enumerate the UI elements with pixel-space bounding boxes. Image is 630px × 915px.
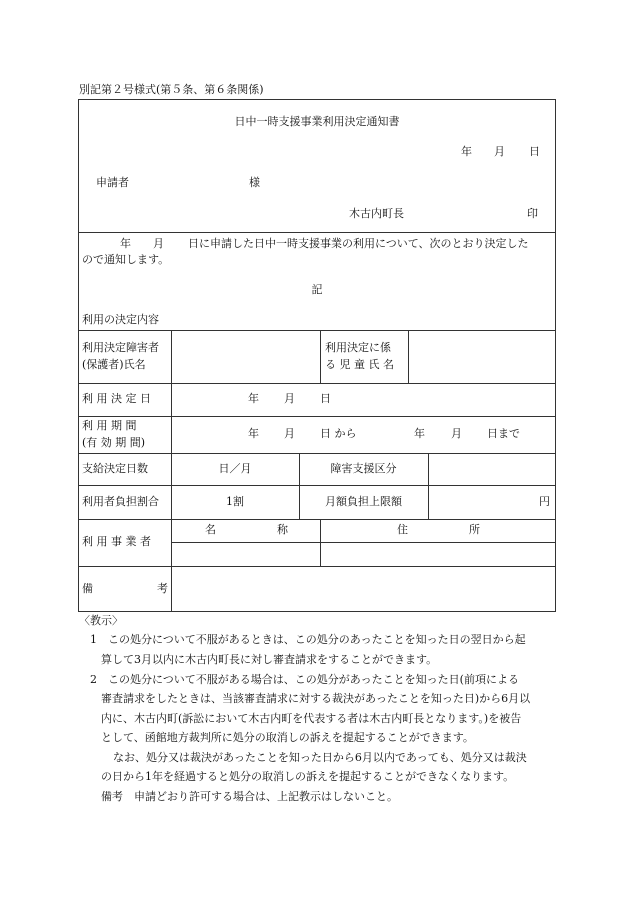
- date-year: 年: [461, 145, 472, 158]
- child-label-line2: る 児 童 氏 名: [325, 357, 394, 371]
- divider-header: [78, 232, 556, 233]
- row-line-2: [78, 416, 556, 417]
- provider-name-header-a: 名: [205, 523, 216, 537]
- decision-year: 年: [248, 392, 259, 406]
- notes-heading: 〈教示〉: [79, 614, 123, 627]
- provider-label: 利 用 事 業 者: [82, 535, 151, 549]
- remarks-note: 備考 申請どおり許可する場合は、上記教示はしないこと。: [101, 790, 398, 803]
- document-title: 日中一時支援事業利用決定通知書: [234, 115, 400, 128]
- note-2-line2: 審査請求をしたときは、当該審査請求に対する裁決があったことを知った日)から6月以: [101, 692, 531, 705]
- period-end-day: 日まで: [487, 427, 520, 441]
- date-day: 日: [529, 145, 540, 158]
- period-end-year: 年: [414, 427, 425, 441]
- supply-days-label: 支給決定日数: [82, 461, 148, 475]
- intro-text-line2: ので通知します。: [82, 253, 170, 266]
- mid-line-right: [428, 453, 429, 519]
- period-label: [82, 416, 145, 453]
- note-1-line2: 算して3月以内に木古内町長に対し審査請求をすることができます。: [101, 653, 438, 666]
- intro-year: 年: [120, 237, 131, 250]
- note-3-line1: なお、処分又は裁決があったことを知った日から6月以内であっても、処分又は裁決: [113, 751, 527, 764]
- provider-split-line: [320, 519, 321, 566]
- yen-unit: 円: [539, 494, 550, 508]
- burden-ratio-value: 1割: [226, 494, 244, 508]
- period-start-day: 日 から: [320, 427, 357, 441]
- child-label-line-left: [320, 330, 321, 383]
- remarks-label-b: 考: [157, 581, 168, 595]
- honorific: 様: [249, 176, 260, 189]
- provider-address-header-a: 住: [397, 523, 408, 537]
- decision-month: 月: [284, 392, 295, 406]
- child-label-line-right: [408, 330, 409, 383]
- row-line-6: [78, 566, 556, 567]
- child-label-line1: 利用決定に係: [325, 341, 391, 354]
- note-2-line1: 2 この処分について不服がある場合は、この処分があったことを知った日(前項による: [90, 673, 519, 686]
- issuer-name: 木古内町長: [349, 207, 404, 220]
- provider-sub-line: [171, 542, 556, 543]
- monthly-limit-label: 月額負担上限額: [325, 494, 402, 508]
- burden-ratio-label: 利用者負担割合: [82, 494, 159, 508]
- decision-day: 日: [320, 392, 331, 406]
- period-start-month: 月: [284, 427, 295, 441]
- ki-heading: 記: [311, 283, 323, 296]
- provider-address-header-b: 所: [469, 523, 480, 537]
- period-end-month: 月: [451, 427, 462, 441]
- note-3-line2: の日から1年を経過すると処分の取消しの訴えを提起することができなくなります。: [101, 770, 515, 783]
- disabled-label-line1: 利用決定障害者: [82, 341, 159, 354]
- decision-date-label: 利 用 決 定 日: [82, 392, 151, 406]
- disabled-label-line2: (保護者)氏名: [82, 357, 146, 371]
- intro-month: 月: [153, 237, 164, 250]
- disability-category-label: 障害支援区分: [330, 461, 397, 475]
- intro-text: 日に申請した日中一時支援事業の利用について、次のとおり決定した: [188, 237, 529, 250]
- applicant-label: 申請者: [96, 176, 129, 189]
- form-caption: 別記第２号様式(第５条、第６条関係): [79, 83, 264, 96]
- note-2-line4: として、函館地方裁判所に処分の取消しの訴えを提起することができます。: [101, 731, 474, 744]
- child-name-label: [325, 330, 394, 383]
- provider-name-header-b: 称: [277, 523, 288, 537]
- supply-days-value: 日／月: [218, 461, 252, 475]
- period-start-year: 年: [248, 427, 259, 441]
- section-label: 利用の決定内容: [82, 313, 159, 326]
- period-label-line2: (有 効 期 間): [82, 435, 146, 449]
- note-1-line1: 1 この処分について不服があるときは、この処分のあったことを知った日の翌日から起: [90, 633, 526, 646]
- note-2-line3: 内に、木古内町(訴訟において木古内町を代表する者は木古内町長となります。)を被告: [101, 712, 522, 725]
- remarks-label-a: 備: [82, 581, 93, 595]
- date-month: 月: [494, 145, 505, 158]
- period-label-line1: 利 用 期 間: [82, 419, 137, 432]
- seal-mark: 印: [527, 207, 538, 220]
- disabled-person-label: [82, 330, 159, 383]
